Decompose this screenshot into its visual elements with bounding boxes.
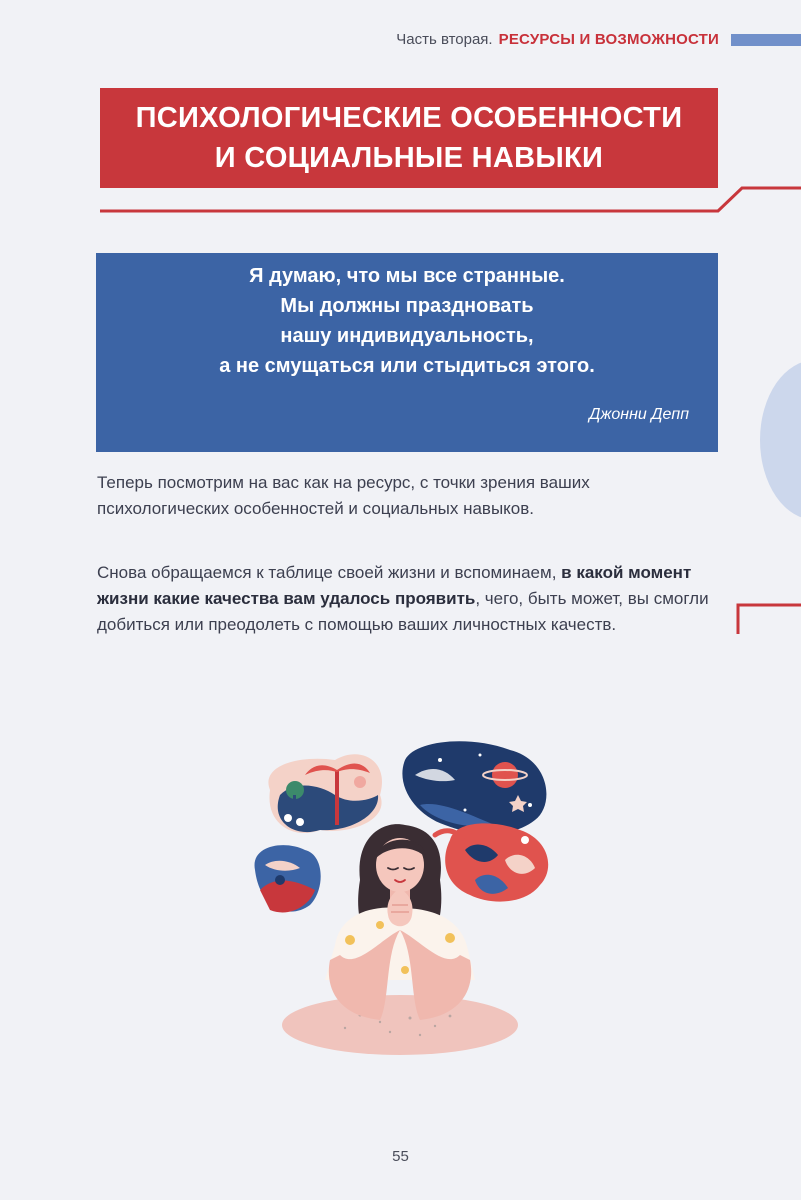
body-paragraph-1: Теперь посмотрим на вас как на ресурс, с точки зрения ваших психологических особенностей и социальных навыков.: [97, 473, 590, 518]
quote-block: [96, 253, 718, 452]
quote-author: Джонни Депп: [589, 406, 689, 423]
quote-line: нашу индивидуальность,: [280, 325, 534, 347]
chapter-title-line2: И СОЦИАЛЬНЫЕ НАВЫКИ: [214, 142, 604, 174]
chapter-title-line1: ПСИХОЛОГИЧЕСКИЕ ОСОБЕННОСТИ: [135, 102, 683, 134]
header-accent-bar: [731, 34, 801, 46]
meditating-woman-illustration: [240, 740, 560, 1060]
side-bracket: [738, 605, 801, 634]
quote-line: а не смущаться или стыдиться этого.: [219, 355, 595, 377]
chapter-title: [100, 88, 718, 188]
quote-line: Я думаю, что мы все странные.: [249, 265, 565, 287]
title-underline: [100, 188, 801, 211]
bubble-landscape: [268, 754, 382, 833]
bubble-river: [255, 845, 321, 912]
bubble-space: [402, 741, 546, 833]
paragraph-bold-text: в какой момент жизни какие качества вам удалось проявить: [97, 563, 692, 608]
paragraph-text: Снова обращаемся к таблице своей жизни и вспоминаем,: [97, 563, 562, 582]
quote-line: Мы должны праздновать: [280, 295, 534, 317]
page-number: 55: [392, 1148, 409, 1165]
body-paragraph-2: [97, 560, 724, 638]
section-name: РЕСУРСЫ И ВОЗМОЖНОСТИ: [498, 31, 719, 48]
table-shape: [282, 995, 518, 1055]
running-header: [396, 30, 719, 50]
side-decor-circle: [760, 360, 801, 520]
part-label: Часть вторая.: [396, 31, 493, 48]
paragraph-text: , чего, быть может, вы смогли добиться или преодолеть с помощью ваших личностных качеств.: [97, 589, 709, 634]
bubble-coral: [435, 823, 548, 901]
